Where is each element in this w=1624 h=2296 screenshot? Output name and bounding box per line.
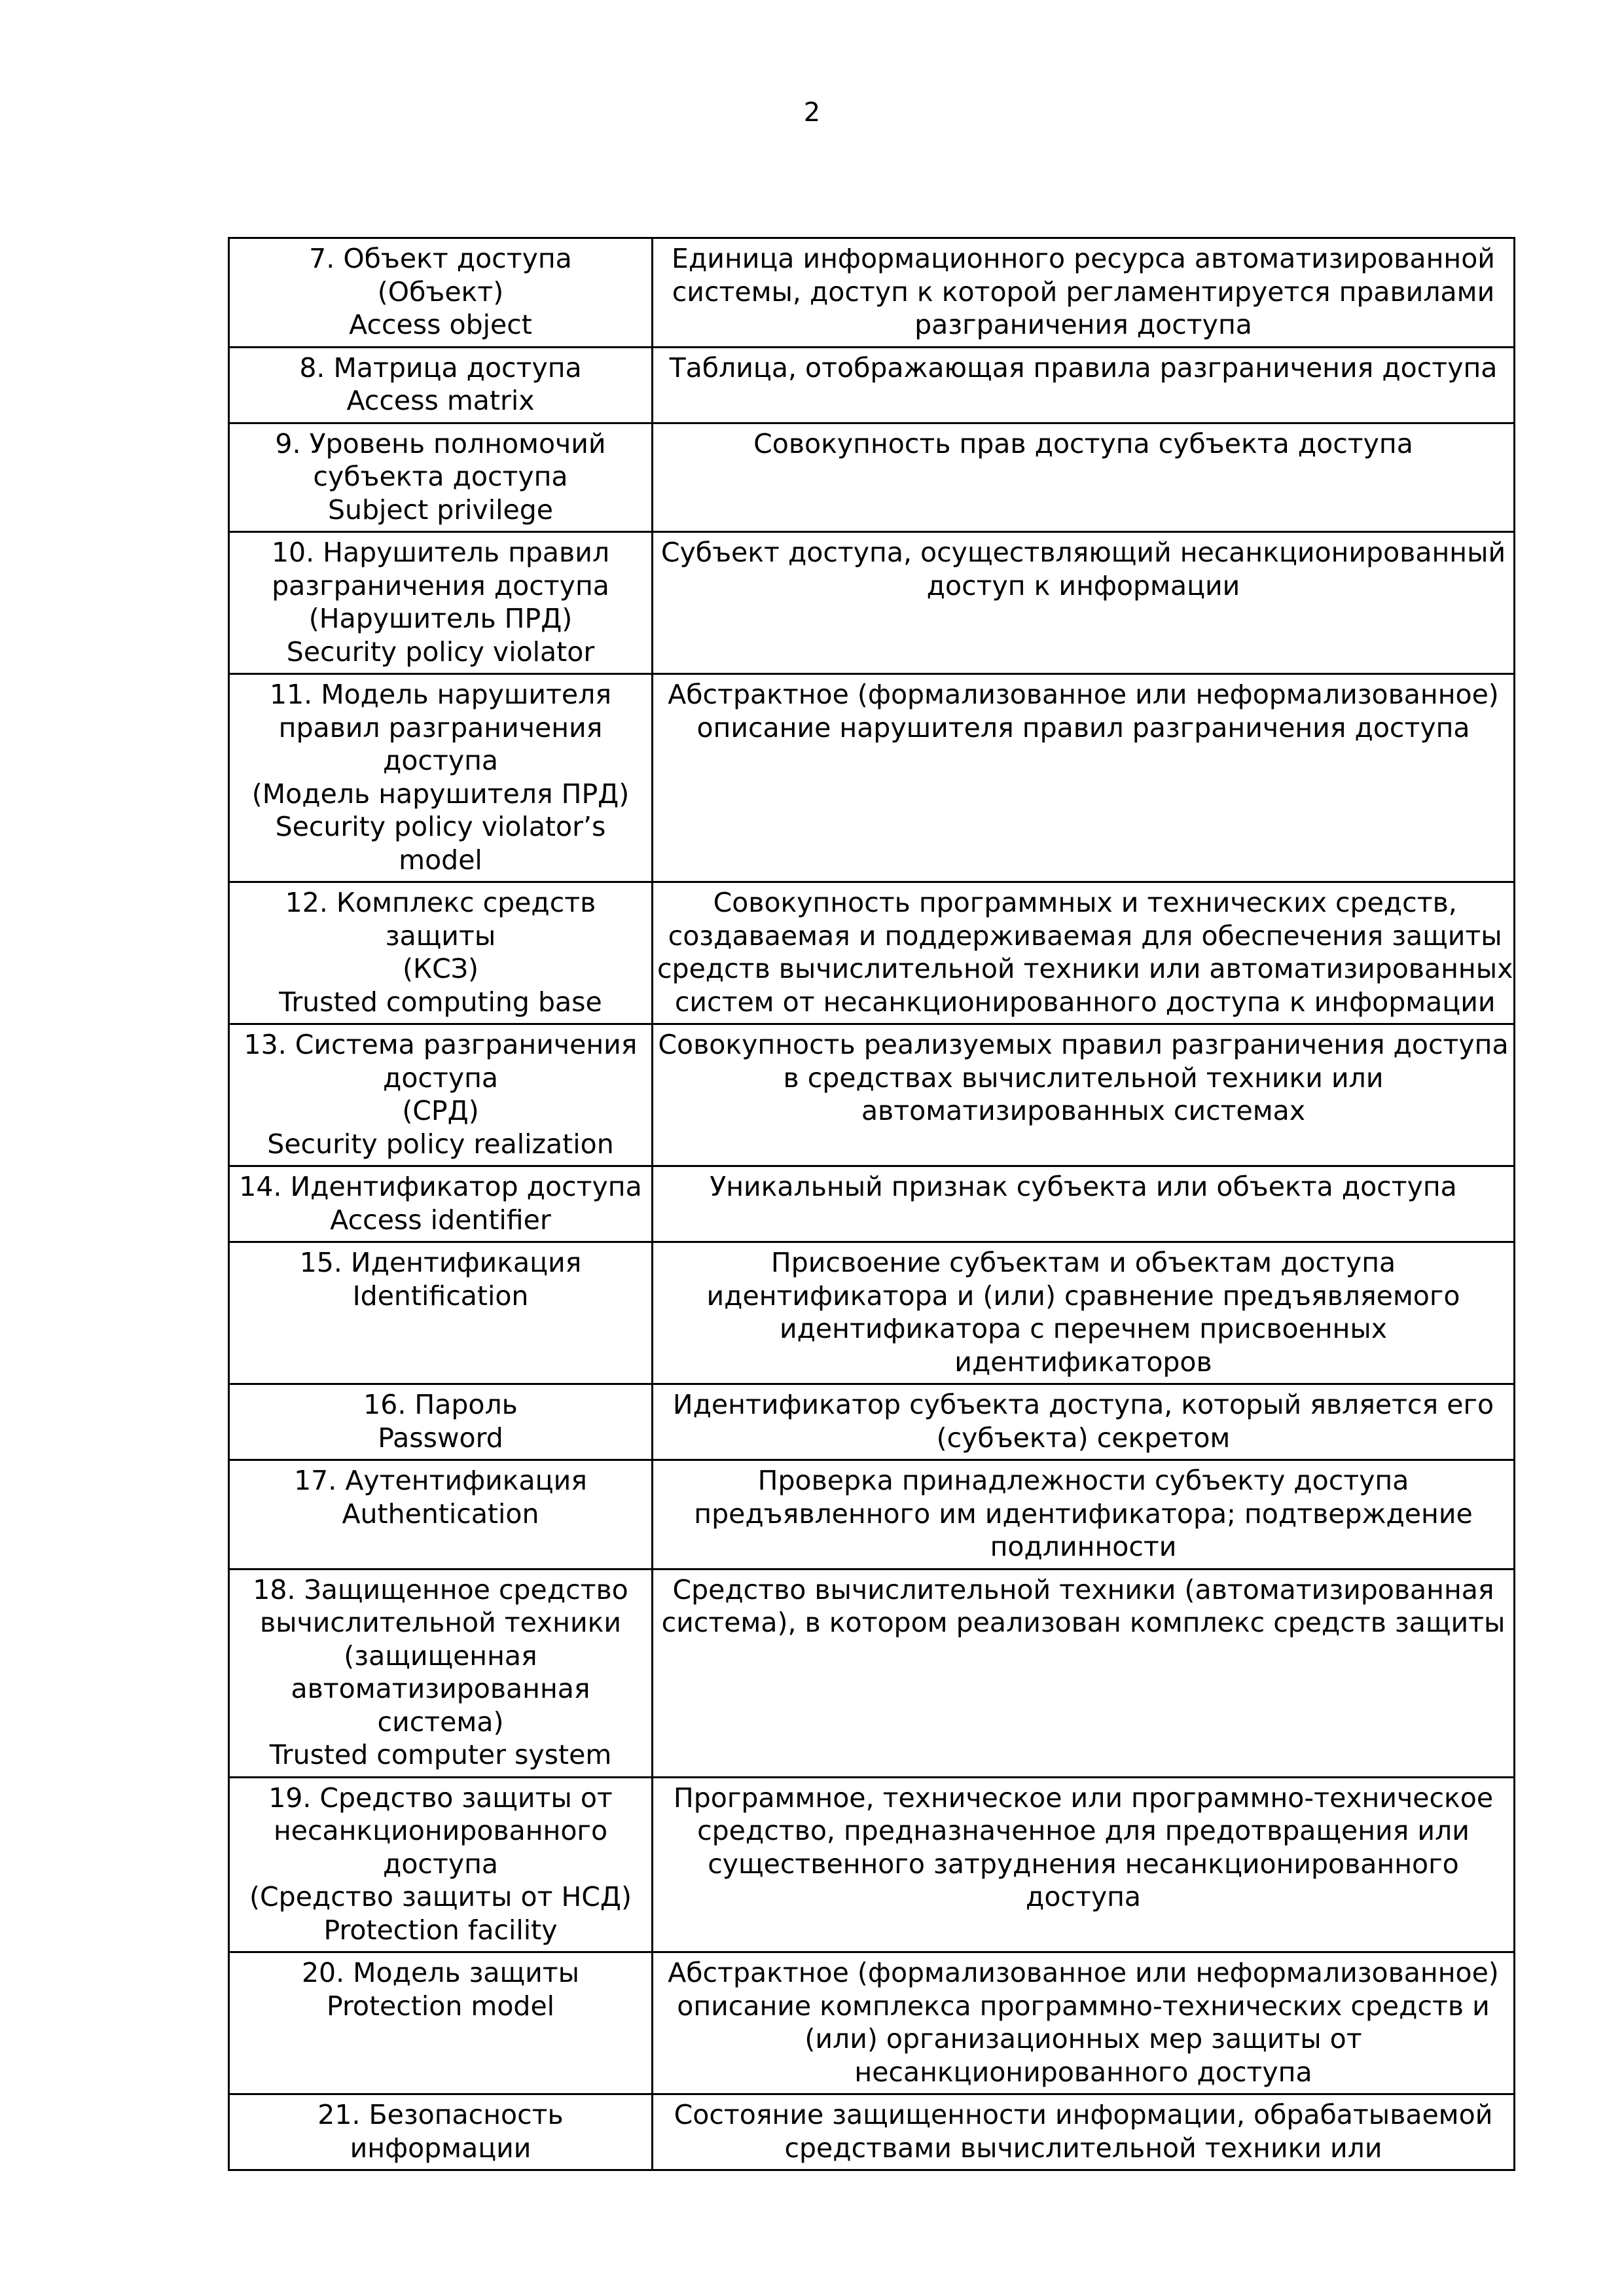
- term-cell: [230, 675, 653, 881]
- term-line: Trusted computer system: [269, 1739, 612, 1770]
- term-line: 12. Комплекс средств: [285, 887, 596, 918]
- definition-line: средствами вычислительной техники или: [784, 2132, 1382, 2164]
- term-line: Trusted computing base: [279, 986, 602, 1018]
- definition-cell: [653, 533, 1513, 673]
- term-line: система): [377, 1706, 504, 1738]
- definition-line: (или) организационных мер защиты от: [804, 2023, 1362, 2054]
- term-line: информации: [350, 2132, 532, 2164]
- term-cell: [230, 533, 653, 673]
- definition-line: Проверка принадлежности субъекту доступа: [757, 1465, 1409, 1496]
- definition-cell: [653, 1953, 1513, 2093]
- term-line: Access object: [349, 309, 532, 340]
- definition-cell: [653, 1025, 1513, 1165]
- definition-cell: [653, 348, 1513, 422]
- table-row: [230, 675, 1513, 883]
- table-row: [230, 1167, 1513, 1243]
- definition-line: доступа: [1025, 1881, 1142, 1912]
- term-line: Authentication: [342, 1498, 539, 1530]
- definition-line: идентификатора и (или) сравнение предъявляемого: [706, 1280, 1460, 1312]
- table-row: [230, 2095, 1513, 2169]
- term-line: субъекта доступа: [313, 461, 568, 492]
- definition-cell: [653, 424, 1513, 531]
- definition-line: Средство вычислительной техники (автоматизированная: [672, 1573, 1494, 1605]
- definition-line: Совокупность реализуемых правил разграничения доступа: [658, 1029, 1509, 1060]
- definition-line: Совокупность программных и технических средств,: [713, 887, 1457, 918]
- term-line: Password: [378, 1422, 503, 1454]
- definition-line: Единица информационного ресурса автоматизированной: [672, 243, 1495, 274]
- table-row: [230, 1953, 1513, 2095]
- term-line: 14. Идентификатор доступа: [239, 1171, 642, 1202]
- term-line: вычислительной техники: [259, 1607, 622, 1638]
- definition-cell: [653, 1570, 1513, 1776]
- definition-cell: [653, 883, 1517, 1023]
- term-line: Identification: [352, 1280, 529, 1312]
- definition-line: разграничения доступа: [914, 309, 1252, 340]
- definition-cell: [653, 1778, 1513, 1952]
- definition-line: систем от несанкционированного доступа к информации: [674, 986, 1496, 1018]
- table-row: [230, 1461, 1513, 1570]
- term-line: 11. Модель нарушителя: [269, 679, 612, 710]
- definition-line: Программное, техническое или программно-техническое: [673, 1782, 1494, 1814]
- term-line: 15. Идентификация: [299, 1247, 582, 1278]
- term-line: Access matrix: [346, 385, 535, 416]
- term-cell: [230, 1570, 653, 1776]
- definition-line: средство, предназначенное для предотвращения или: [697, 1815, 1470, 1846]
- term-line: model: [399, 844, 482, 876]
- term-line: (Объект): [377, 276, 504, 308]
- definition-line: Состояние защищенности информации, обрабатываемой: [674, 2099, 1493, 2130]
- definition-line: Уникальный признак субъекта или объекта доступа: [710, 1171, 1457, 1202]
- definition-cell: [653, 1385, 1513, 1459]
- table-row: [230, 239, 1513, 348]
- term-line: 20. Модель защиты: [301, 1957, 580, 1988]
- term-line: (СРД): [402, 1095, 479, 1126]
- term-line: 21. Безопасность: [317, 2099, 564, 2130]
- term-cell: [230, 1778, 653, 1952]
- term-line: автоматизированная: [291, 1673, 590, 1704]
- term-cell: [230, 1167, 653, 1241]
- table-row: [230, 533, 1513, 675]
- table-row: [230, 1570, 1513, 1778]
- term-cell: [230, 348, 653, 422]
- term-line: 19. Средство защиты от: [268, 1782, 613, 1814]
- definition-line: подлинности: [990, 1531, 1177, 1562]
- term-line: 17. Аутентификация: [294, 1465, 587, 1496]
- term-line: Security policy violator: [286, 636, 595, 668]
- definition-line: предъявленного им идентификатора; подтверждение: [694, 1498, 1473, 1530]
- term-line: (КСЗ): [402, 953, 478, 984]
- term-line: Subject privilege: [327, 493, 554, 526]
- table-row: [230, 883, 1513, 1025]
- term-line: Protection facility: [323, 1914, 558, 1946]
- definition-line: система), в котором реализован комплекс средств защиты: [661, 1607, 1506, 1638]
- term-line: правил разграничения: [278, 711, 603, 744]
- definition-cell: [653, 2095, 1513, 2169]
- definition-cell: [653, 239, 1513, 346]
- term-line: доступа: [382, 1062, 499, 1094]
- term-line: (защищенная: [344, 1640, 537, 1672]
- definition-line: Таблица, отображающая правила разграничения доступа: [669, 351, 1498, 384]
- term-line: 7. Объект доступа: [309, 243, 572, 274]
- definition-line: Абстрактное (формализованное или неформализованное): [668, 679, 1499, 710]
- term-cell: [230, 2095, 653, 2169]
- term-line: разграничения доступа: [272, 569, 609, 601]
- definition-line: Совокупность прав доступа субъекта доступа: [753, 427, 1413, 459]
- term-line: Security policy realization: [267, 1128, 614, 1160]
- term-line: доступа: [382, 745, 499, 776]
- table-row: [230, 348, 1513, 424]
- definition-line: Субъект доступа, осуществляющий несанкционированный: [660, 537, 1506, 568]
- term-cell: [230, 883, 653, 1023]
- definition-line: идентификатора с перечнем присвоенных: [779, 1313, 1388, 1344]
- definition-cell: [653, 675, 1513, 881]
- definition-line: Присвоение субъектам и объектам доступа: [770, 1247, 1396, 1278]
- term-line: несанкционированного: [273, 1815, 608, 1846]
- term-cell: [230, 239, 653, 346]
- term-line: Security policy violator’s: [275, 811, 606, 842]
- definition-line: автоматизированных системах: [861, 1095, 1306, 1126]
- table-row: [230, 1243, 1513, 1385]
- definition-cell: [653, 1461, 1513, 1568]
- definition-line: системы, доступ к которой регламентируется правилами: [672, 276, 1495, 308]
- term-line: Access identifier: [330, 1204, 551, 1236]
- definition-line: описание комплекса программно-технических средств и: [677, 1990, 1490, 2022]
- term-line: 13. Система разграничения: [244, 1029, 638, 1060]
- table-row: [230, 424, 1513, 533]
- term-line: Protection model: [326, 1990, 555, 2022]
- term-cell: [230, 1243, 653, 1383]
- term-line: 10. Нарушитель правил: [271, 537, 610, 568]
- definition-line: существенного затруднения несанкционированного: [708, 1848, 1459, 1880]
- definition-line: (субъекта) секретом: [936, 1422, 1231, 1454]
- table-row: [230, 1025, 1513, 1167]
- definition-line: создаваемая и поддерживаемая для обеспечения защиты: [668, 920, 1502, 952]
- definition-line: в средствах вычислительной техники или: [783, 1062, 1384, 1094]
- definition-cell: [653, 1167, 1513, 1241]
- term-line: (Модель нарушителя ПРД): [251, 778, 630, 810]
- term-line: 8. Матрица доступа: [299, 351, 582, 384]
- term-line: 18. Защищенное средство: [253, 1573, 628, 1605]
- definition-line: средств вычислительной техники или автоматизированных: [657, 953, 1513, 984]
- term-cell: [230, 1953, 653, 2093]
- definition-line: Идентификатор субъекта доступа, который является его: [672, 1389, 1494, 1420]
- term-line: 9. Уровень полномочий: [275, 427, 606, 459]
- term-line: (Нарушитель ПРД): [308, 603, 573, 634]
- definition-line: описание нарушителя правил разграничения доступа: [696, 711, 1470, 744]
- term-cell: [230, 1461, 653, 1568]
- definition-line: доступ к информации: [926, 569, 1240, 601]
- term-cell: [230, 1385, 653, 1459]
- definition-line: идентификаторов: [954, 1346, 1212, 1378]
- term-cell: [230, 1025, 653, 1165]
- term-line: доступа: [382, 1848, 499, 1880]
- table-row: [230, 1385, 1513, 1461]
- term-line: 16. Пароль: [363, 1389, 518, 1420]
- page-number: 2: [803, 98, 821, 128]
- terms-table: [228, 237, 1515, 2171]
- term-cell: [230, 424, 653, 531]
- table-row: [230, 1778, 1513, 1954]
- definition-cell: [653, 1243, 1513, 1383]
- term-line: (Средство защиты от НСД): [249, 1881, 632, 1912]
- term-line: защиты: [385, 920, 496, 952]
- definition-line: Абстрактное (формализованное или неформализованное): [668, 1957, 1499, 1988]
- definition-line: несанкционированного доступа: [854, 2056, 1312, 2088]
